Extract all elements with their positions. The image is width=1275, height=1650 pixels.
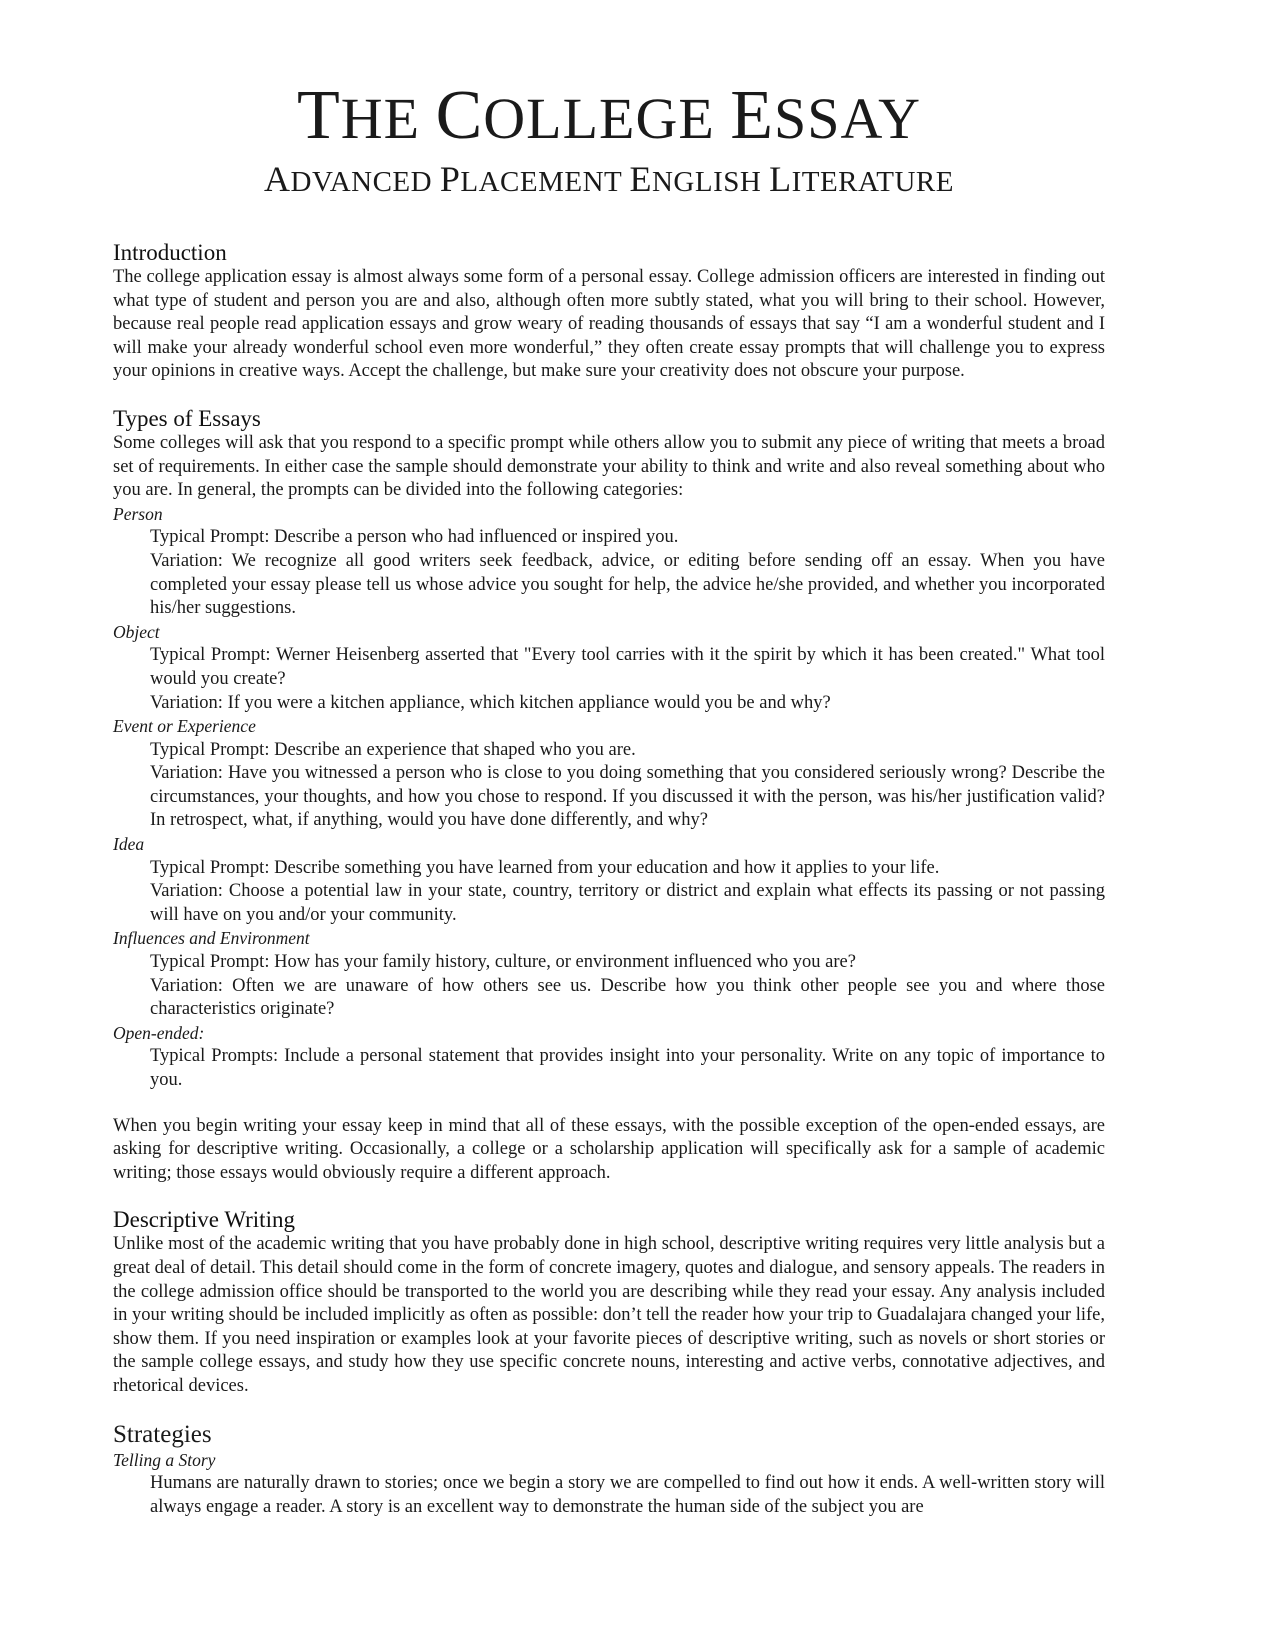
typical-prompt: Typical Prompt: Describe an experience that shaped who you are. [150, 739, 636, 760]
introduction-section [113, 240, 1105, 384]
typical-prompt: Typical Prompts: Include a personal statement that provides insight into your personality. Write on any topic of importance to you. [150, 1046, 1105, 1090]
subtitle-part-dvanced: DVANCED [290, 166, 440, 198]
category-label: Person [113, 503, 163, 524]
descriptive-section [113, 1207, 1105, 1398]
variation-prompt: Variation: We recognize all good writers seek feedback, advice, or editing before sending off an essay. When you have completed your essay please tell us whose advice you sought for help, the advice he/she provided, and whether you incorporated his/her suggestions. [150, 550, 1105, 619]
subtitle-initial-a: A [264, 159, 291, 199]
variation-prompt: Variation: Have you witnessed a person who is close to you doing something that you considered seriously wrong? Describe the circumstances, your thoughts, and how you chose to respond. If you discussed it with the person, was his/her justification valid? In retrospect, what, if anything, would you have done differently, and why? [150, 763, 1105, 831]
category-label: Idea [113, 834, 145, 855]
category-event-or-experience [113, 715, 1105, 833]
category-object [113, 621, 1105, 715]
variation-prompt: Variation: If you were a kitchen appliance, which kitchen appliance would you be and why? [150, 692, 831, 713]
category-label: Open-ended: [113, 1022, 205, 1043]
subtitle-initial-e: E [629, 159, 652, 199]
title-part-ssay: SSAY [774, 86, 922, 151]
subtitle-initial-p: P [439, 159, 461, 199]
strategies-heading: Strategies [113, 1420, 212, 1448]
title-initial-c: C [435, 77, 484, 154]
subtitle-part-iterature: ITERATURE [791, 166, 954, 198]
typical-prompt: Typical Prompt: Describe a person who had influenced or inspired you. [150, 527, 679, 548]
category-label: Object [113, 621, 160, 642]
title-part-ollege: OLLEGE [483, 86, 731, 151]
introduction-heading: Introduction [113, 240, 227, 265]
typical-prompt: Typical Prompt: Describe something you have learned from your education and how it applies to your life. [150, 857, 940, 878]
typical-prompt: Typical Prompt: How has your family history, culture, or environment influenced who you are? [150, 952, 856, 973]
document-title [113, 0, 1105, 155]
title-part-he: HE [340, 86, 436, 151]
types-closing-text: When you begin writing your essay keep in mind that all of these essays, with the possible exception of the open-ended essays, are asking for descriptive writing. Occasionally, a college or a scholarship application will specifically ask for a sample of academic writing; those essays would obviously require a different approach. [113, 1115, 1105, 1183]
title-initial-e: E [730, 77, 775, 154]
subtitle-initial-l: L [769, 159, 792, 199]
variation-prompt: Variation: Often we are unaware of how others see us. Describe how you think other people see you and where those characteristics originate? [150, 975, 1105, 1020]
category-open-ended [113, 1022, 1105, 1093]
introduction-text: The college application essay is almost always some form of a personal essay. College admission officers are interested in finding out what type of student and person you are and also, although often more subtly stated, what you will bring to their school. However, because real people read application essays and grow weary of reading thousands of essays that say “I am a wonderful student and I will make your already wonderful school even more wonderful,” they often create essay prompts that will challenge you to express your opinions in creative ways. Accept the challenge, but make sure your creativity does not obscure your purpose. [113, 267, 1105, 382]
category-label: Influences and Environment [113, 928, 310, 949]
category-influences-and-environment [113, 927, 1105, 1021]
subtitle-part-nglish: NGLISH [651, 166, 770, 198]
descriptive-heading: Descriptive Writing [113, 1207, 295, 1233]
subtitle-part-lacement: LACEMENT [460, 166, 630, 198]
strategies-section [113, 1421, 1105, 1520]
strategy-text: Humans are naturally drawn to stories; once we begin a story we are compelled to find out how it ends. A well-written story will always engage a reader. A story is an excellent way to demonstrate the human side of the subject you are [150, 1473, 1105, 1517]
types-heading: Types of Essays [113, 405, 261, 431]
types-text: Some colleges will ask that you respond to a specific prompt while others allow you to submit any piece of writing that meets a broad set of requirements. In either case the sample should demonstrate your ability to think and write and also reveal something about who you are. In general, the prompts can be divided into the following categories: [113, 432, 1105, 501]
typical-prompt: Typical Prompt: Werner Heisenberg asserted that "Every tool carries with it the spirit by which it has been created." What tool would you create? [150, 645, 1105, 689]
title-initial-t: T [296, 77, 341, 154]
category-label: Event or Experience [113, 716, 256, 737]
descriptive-text: Unlike most of the academic writing that you have probably done in high school, descriptive writing requires very little analysis but a great deal of detail. This detail should come in the form of concrete imagery, quotes and dialogue, and sensory appeals. The readers in the college admission office should be transported to the world you are describing while they read your essay. Any analysis included in your writing should be included implicitly as often as possible: don’t tell the reader how your trip to Guadalajara changed your life, show them. If you need inspiration or examples look at your favorite pieces of descriptive writing, such as novels or short stories or the sample college essays, and study how they use specific concrete nouns, interesting and active verbs, connotative adjectives, and rhetorical devices. [113, 1234, 1105, 1396]
category-idea [113, 833, 1105, 927]
document-subtitle [113, 161, 1105, 200]
strategy-sub-label: Telling a Story [113, 1449, 216, 1470]
types-section [113, 406, 1105, 1185]
variation-prompt: Variation: Choose a potential law in your state, country, territory or district and explain what effects its passing or not passing will have on you and/or your community. [150, 881, 1105, 925]
category-person [113, 503, 1105, 621]
